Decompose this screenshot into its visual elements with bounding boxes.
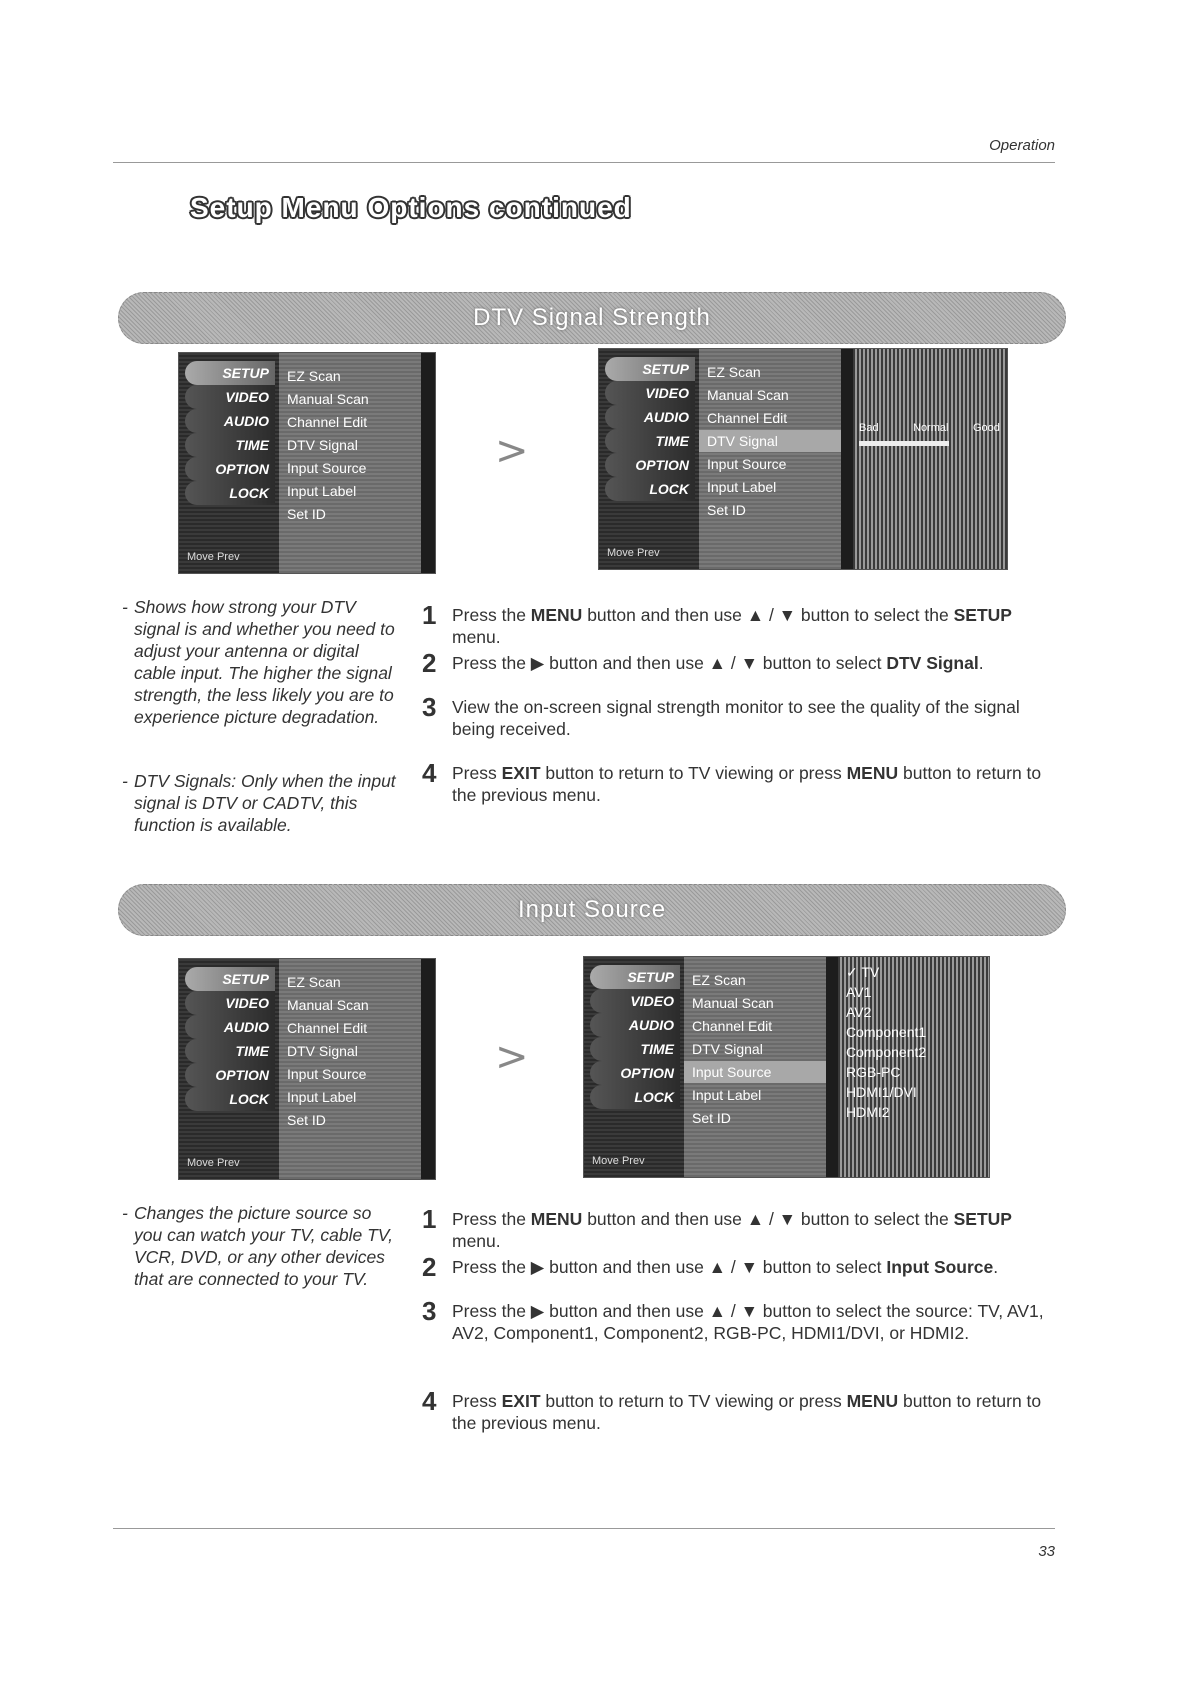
dtv-signal-screenshot	[598, 348, 1008, 570]
category-audio: AUDIO	[605, 405, 695, 429]
category-video: VIDEO	[590, 989, 680, 1013]
source-component2: Component2	[846, 1044, 927, 1060]
menu-item-channel-edit: Channel Edit	[287, 1020, 368, 1036]
menu-item-manual-scan: Manual Scan	[692, 995, 774, 1011]
menu-item-input-source: Input Source	[287, 1066, 367, 1082]
category-setup: SETUP	[605, 357, 695, 381]
menu-item-set-id: Set ID	[707, 502, 746, 518]
signal-strength-panel	[853, 349, 1008, 569]
category-time: TIME	[185, 433, 275, 457]
category-option: OPTION	[185, 457, 275, 481]
menu-item-input-label: Input Label	[707, 479, 777, 495]
category-column	[599, 349, 699, 569]
setup-item-list	[684, 957, 826, 1177]
menu-footer-hint: Move Prev	[592, 1155, 645, 1167]
category-column	[179, 353, 279, 573]
menu-item-input-label: Input Label	[287, 483, 357, 499]
dtv-step-3: 3 View the on-screen signal strength monitor to see the quality of the signal being received.	[422, 692, 1020, 739]
menu-item-channel-edit: Channel Edit	[287, 414, 368, 430]
dtv-banner-title: DTV Signal Strength	[473, 304, 711, 331]
category-time: TIME	[185, 1039, 275, 1063]
category-column	[179, 959, 279, 1179]
input-note-1: - Changes the picture source so you can watch your TV, cable TV, VCR, DVD, or any other devices that are connected to your TV.	[122, 1203, 394, 1289]
menu-item-ez-scan: EZ Scan	[287, 974, 341, 990]
menu-footer-hint: Move Prev	[187, 551, 240, 563]
signal-label-good: Good	[973, 422, 1000, 434]
category-setup: SETUP	[590, 965, 680, 989]
category-lock: LOCK	[185, 481, 275, 505]
menu-item-dtv-signal: DTV Signal	[287, 437, 358, 453]
page-title: Setup Menu Options continued	[190, 192, 632, 223]
page-number: 33	[1038, 1543, 1055, 1560]
category-option: OPTION	[605, 453, 695, 477]
category-audio: AUDIO	[590, 1013, 680, 1037]
next-arrow-icon: >	[495, 428, 529, 474]
footer-rule	[113, 1528, 1055, 1529]
menu-item-input-label: Input Label	[287, 1089, 357, 1105]
menu-footer-hint: Move Prev	[187, 1157, 240, 1169]
category-lock: LOCK	[605, 477, 695, 501]
menu-item-dtv-signal: DTV Signal	[692, 1041, 763, 1057]
category-setup: SETUP	[185, 361, 275, 385]
dtv-banner	[118, 292, 1066, 344]
dtv-step-4: 4 Press EXIT button to return to TV viewing or press MENU button to return to the previous menu.	[422, 758, 1042, 805]
category-option: OPTION	[590, 1061, 680, 1085]
category-time: TIME	[590, 1037, 680, 1061]
menu-item-set-id: Set ID	[287, 506, 326, 522]
input-step-2: 2 Press the ▶ button and then use ▲ / ▼ button to select Input Source.	[422, 1252, 999, 1282]
category-audio: AUDIO	[185, 409, 275, 433]
category-time: TIME	[605, 429, 695, 453]
setup-menu-screenshot	[178, 352, 436, 574]
signal-label-normal: Normal	[913, 422, 949, 434]
menu-item-manual-scan: Manual Scan	[287, 391, 369, 407]
menu-footer-hint: Move Prev	[607, 547, 660, 559]
dtv-step-1: 1 Press the MENU button and then use ▲ / ▼ button to select the SETUP menu.	[422, 600, 1012, 647]
category-lock: LOCK	[185, 1087, 275, 1111]
section-label: Operation	[989, 137, 1055, 154]
signal-strength-bar	[859, 441, 949, 446]
input-banner-title: Input Source	[517, 896, 667, 923]
dtv-note-1: - Shows how strong your DTV signal is and whether you need to adjust your antenna or digital cable input. The higher the signal strength, the less likely you are to experience picture degradation.	[122, 597, 395, 727]
source-rgb-pc: RGB-PC	[846, 1064, 901, 1080]
next-arrow-icon: >	[495, 1034, 529, 1080]
source-list-panel	[838, 957, 990, 1177]
dtv-step-2: 2 Press the ▶ button and then use ▲ / ▼ button to select DTV Signal.	[422, 648, 984, 678]
input-source-screenshot	[583, 956, 990, 1178]
category-video: VIDEO	[185, 991, 275, 1015]
signal-label-bad: Bad	[859, 422, 879, 434]
input-step-1: 1 Press the MENU button and then use ▲ / ▼ button to select the SETUP menu.	[422, 1204, 1012, 1251]
menu-item-set-id: Set ID	[692, 1110, 731, 1126]
menu-item-dtv-signal: DTV Signal	[287, 1043, 358, 1059]
source-av2: AV2	[846, 1004, 872, 1020]
menu-item-input-source: Input Source	[684, 1061, 826, 1083]
source-hdmi1-dvi: HDMI1/DVI	[846, 1084, 917, 1100]
source-tv: ✓ TV	[846, 964, 880, 980]
menu-item-set-id: Set ID	[287, 1112, 326, 1128]
category-video: VIDEO	[185, 385, 275, 409]
menu-item-ez-scan: EZ Scan	[707, 364, 761, 380]
menu-item-channel-edit: Channel Edit	[707, 410, 788, 426]
setup-item-list	[279, 959, 421, 1179]
menu-item-ez-scan: EZ Scan	[287, 368, 341, 384]
menu-item-channel-edit: Channel Edit	[692, 1018, 773, 1034]
category-column	[584, 957, 684, 1177]
setup-item-list	[279, 353, 421, 573]
source-hdmi2: HDMI2	[846, 1104, 890, 1120]
menu-item-input-source: Input Source	[287, 460, 367, 476]
setup-item-list	[699, 349, 841, 569]
dtv-note-2: - DTV Signals: Only when the input signal is DTV or CADTV, this function is available.	[122, 771, 396, 835]
category-video: VIDEO	[605, 381, 695, 405]
header-rule	[113, 162, 1055, 163]
menu-item-manual-scan: Manual Scan	[707, 387, 789, 403]
category-option: OPTION	[185, 1063, 275, 1087]
category-lock: LOCK	[590, 1085, 680, 1109]
menu-item-ez-scan: EZ Scan	[692, 972, 746, 988]
input-step-3: 3 Press the ▶ button and then use ▲ / ▼ button to select the source: TV, AV1, AV2, Component1, Component2, RGB-PC, HDMI1/DVI, or HDMI2.	[422, 1296, 1044, 1343]
menu-item-dtv-signal: DTV Signal	[699, 430, 841, 452]
menu-item-input-source: Input Source	[707, 456, 787, 472]
source-component1: Component1	[846, 1024, 927, 1040]
category-audio: AUDIO	[185, 1015, 275, 1039]
category-setup: SETUP	[185, 967, 275, 991]
menu-item-manual-scan: Manual Scan	[287, 997, 369, 1013]
source-av1: AV1	[846, 984, 872, 1000]
input-banner	[118, 884, 1066, 936]
input-step-4: 4 Press EXIT button to return to TV viewing or press MENU button to return to the previous menu.	[422, 1386, 1042, 1433]
menu-item-input-label: Input Label	[692, 1087, 762, 1103]
setup-menu-screenshot-2	[178, 958, 436, 1180]
